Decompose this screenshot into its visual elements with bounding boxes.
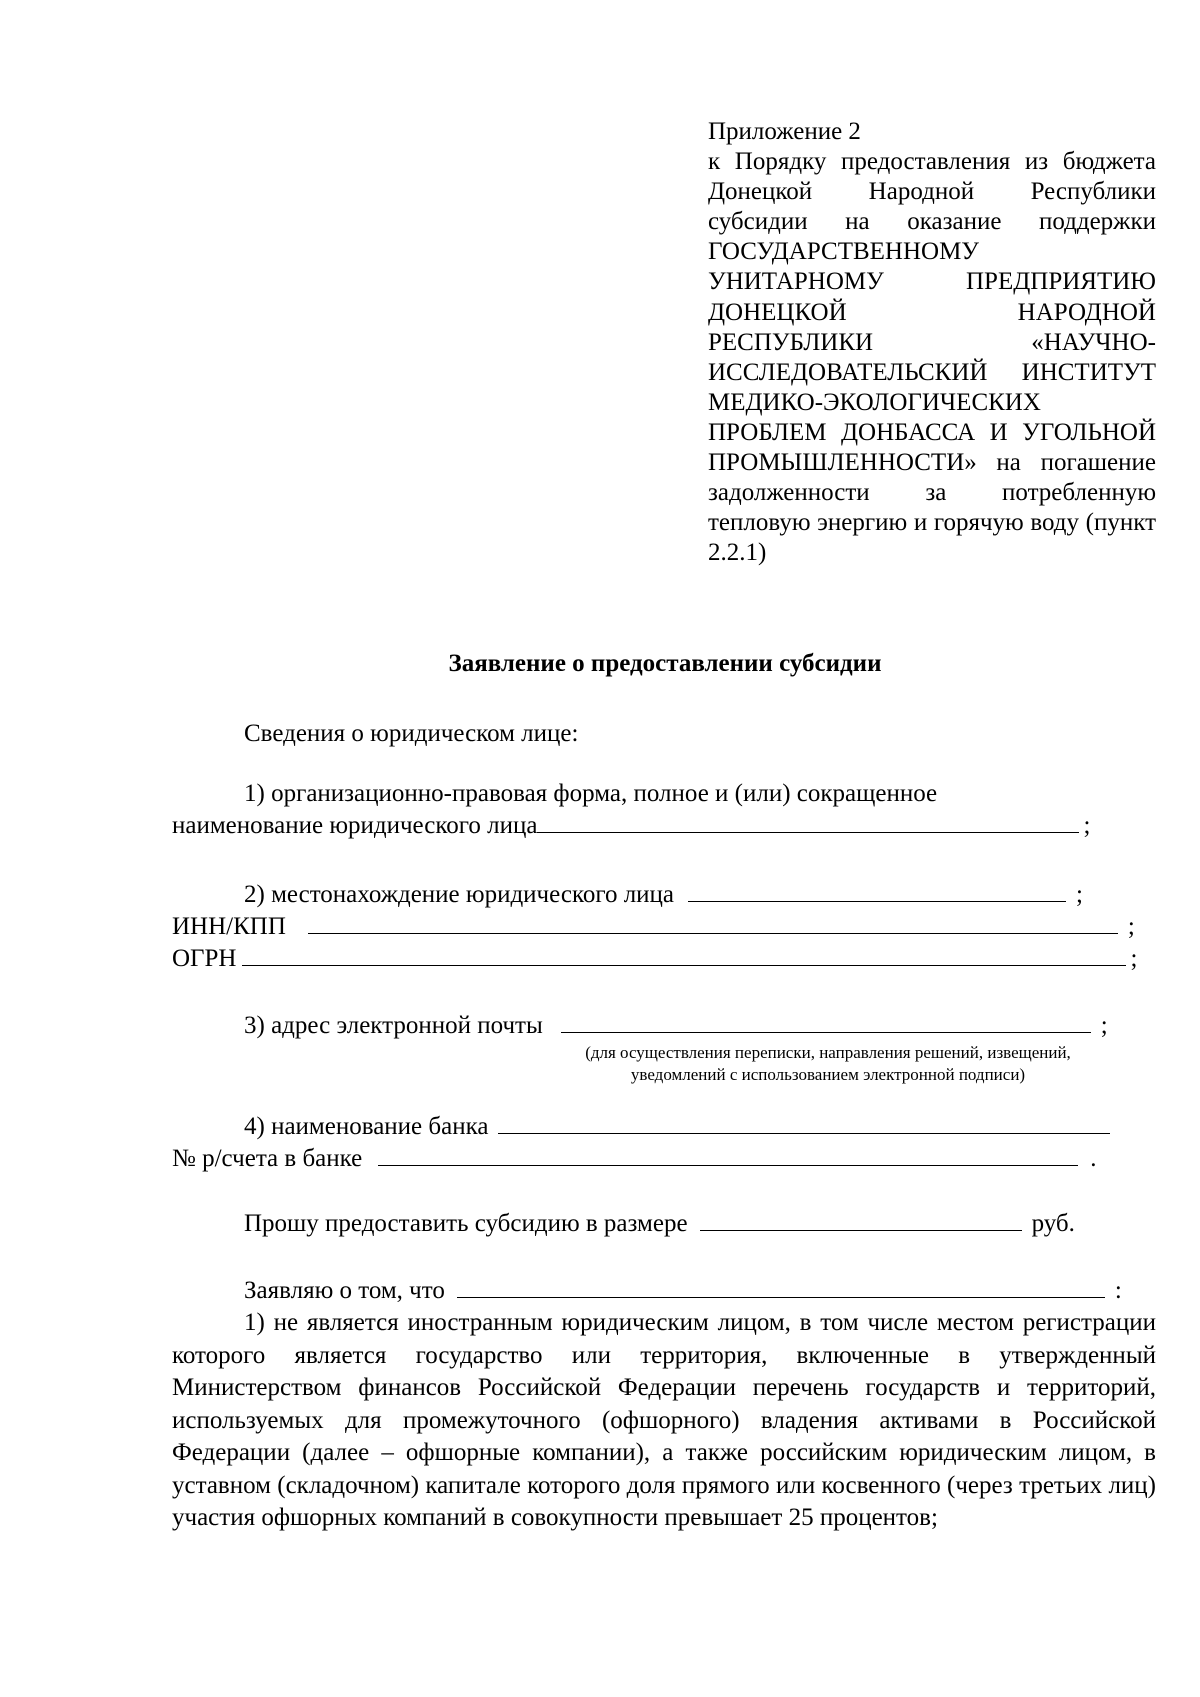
appendix-text: к Порядку предоставления из бюджета Донецкой Народной Республики субсидии на оказание поддержки ГОСУДАРСТВЕННОМУ УНИТАРНОМУ ПРЕДПРИЯТИЮ ДОНЕЦКОЙ НАРОДНОЙ РЕСПУБЛИКИ «НАУЧНО-ИССЛЕДОВАТЕЛЬСКИЙ ИНСТИТУТ МЕДИКО-ЭКОЛОГИЧЕСКИХ ПРОБЛЕМ ДОНБАССА И УГОЛЬНОЙ ПРОМЫШЛЕННОСТИ» на погашение задолженности за потребленную тепловую энергию и горячую воду (пункт 2.2.1) [708,148,1156,567]
org-name-field[interactable] [537,810,1079,833]
item3-end: ; [1100,1012,1108,1039]
item1-label: наименование юридического лица [172,812,538,839]
inn-row [172,911,1135,943]
appendix-block [708,117,1156,568]
declaration-label: Заявляю о том, что [244,1277,445,1304]
item2-row [244,879,1083,911]
request-label: Прошу предоставить субсидию в размере [244,1210,688,1237]
item1-text: 1) организационно-правовая форма, полное и (или) сокращенное [244,780,938,807]
email-field[interactable] [561,1010,1091,1033]
appendix-title: Приложение 2 [708,118,861,145]
address-field[interactable] [688,879,1066,902]
subsidy-amount-field[interactable] [700,1208,1022,1231]
account-field[interactable] [378,1143,1078,1166]
inn-label: ИНН/КПП [172,913,286,940]
item1-line1 [172,778,1156,811]
section-intro: Сведения о юридическом лице: [244,720,579,747]
declaration-row [244,1275,1122,1307]
inn-kpp-field[interactable] [308,911,1118,934]
bank-name-field[interactable] [498,1111,1110,1134]
account-label: № р/счета в банке [172,1145,363,1172]
ogrn-row [172,943,1137,975]
inn-end: ; [1127,913,1135,940]
item4-label: 4) наименование банка [244,1113,489,1140]
ogrn-field[interactable] [242,943,1126,966]
item3-row [244,1010,1108,1042]
item2-label: 2) местонахождение юридического лица [244,881,675,908]
item2-end: ; [1076,881,1083,908]
item4-row [244,1111,1110,1143]
ogrn-end: ; [1130,945,1138,972]
email-note-line2: уведомлений с использованием электронной подписи) [630,1065,1026,1084]
document-title: Заявление о предоставлении субсидии [448,650,882,677]
request-unit: руб. [1031,1210,1075,1237]
declaration-name-field[interactable] [457,1275,1105,1298]
email-note-line1: (для осуществления переписки, направления решений, извещений, [585,1043,1071,1062]
item3-label: 3) адрес электронной почты [244,1012,543,1039]
declaration-end: : [1114,1277,1122,1304]
ogrn-label: ОГРН [172,945,237,972]
account-row [172,1143,1097,1175]
declaration-clause1: 1) не является иностранным юридическим лицом, в том числе местом регистрации которого является государство или территория, включенные в утвержденный Министерством финансов Российской Федерации перечень государств и территорий, используемых для промежуточного (офшорного) владения активами в Российской Федерации (далее – офшорные компании), а также российским юридическим лицом, в уставном (складочном) капитале которого доля прямого или косвенного (через третьих лиц) участия офшорных компаний в совокупности превышает 25 процентов; [172,1309,1156,1531]
account-end: . [1090,1145,1097,1172]
item1-end: ; [1083,812,1091,839]
item1-line2-row [172,810,1090,842]
request-row [244,1208,1075,1240]
